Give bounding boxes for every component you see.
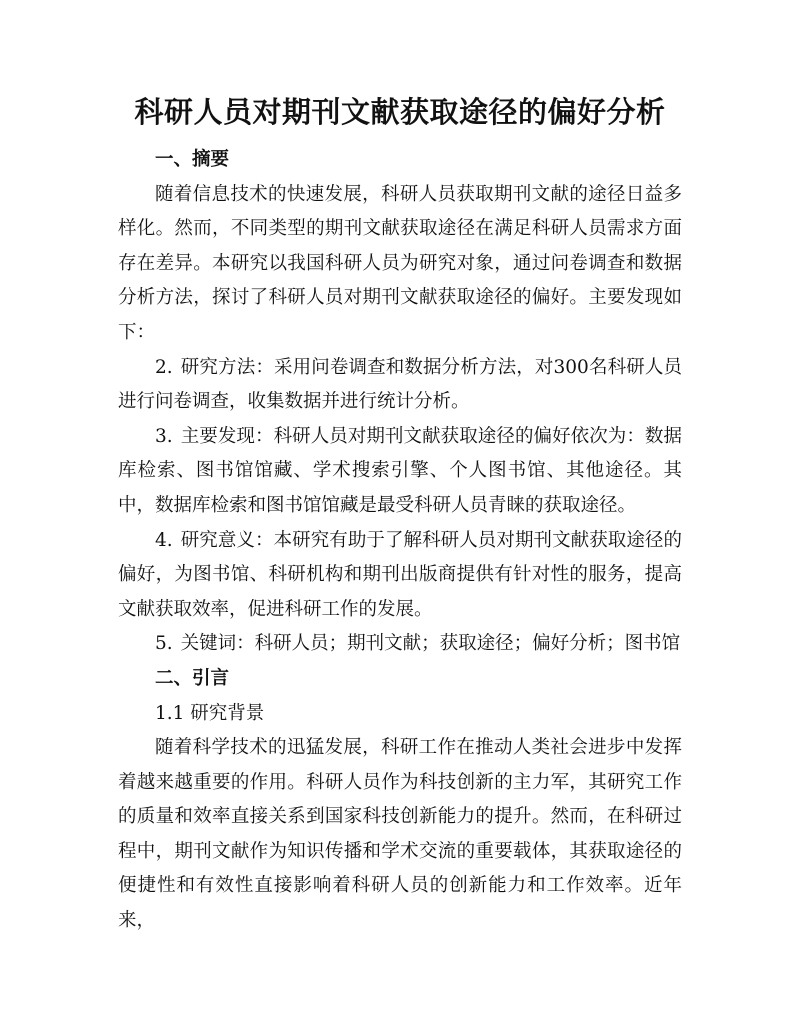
subsection-heading: 1.1 研究背景 [155,702,265,724]
document-title: 科研人员对期刊文献获取途径的偏好分析 [134,95,666,129]
list-item-number: 3. [155,425,173,447]
list-item-number: 2. [155,356,173,378]
list-item [118,627,682,662]
background-paragraph: 随着科学技术的迅猛发展，科研工作在推动人类社会进步中发挥着越来越重要的作用。科研人员作为科技创新的主力军，其研究工作的质量和效率直接关系到国家科技创新能力的提升。然而，在科研过程中，期刊文献作为知识传播和学术交流的重要载体，其获取途径的便捷性和有效性直接影响着科研人员的创新能力和工作效率。近年来， [118,737,682,932]
list-item-number: 4. [155,529,173,551]
abstract-paragraph: 随着信息技术的快速发展，科研人员获取期刊文献的途径日益多样化。然而，不同类型的期刊文献获取途径在满足科研人员需求方面存在差异。本研究以我国科研人员为研究对象，通过问卷调查和数据分析方法，探讨了科研人员对期刊文献获取途径的偏好。主要发现如下： [118,183,682,343]
list-item [118,420,682,524]
list-item [118,524,682,628]
document-body [118,143,682,939]
list-item-text: 研究方法：采用问卷调查和数据分析方法，对300名科研人员进行问卷调查，收集数据并进行统计分析。 [118,356,682,413]
list-item-text: 关键词：科研人员；期刊文献；获取途径；偏好分析；图书馆 [180,633,681,655]
list-item-number: 5. [155,633,173,655]
abstract-heading: 一、摘要 [155,149,230,170]
intro-heading: 二、引言 [155,667,230,689]
list-item [118,351,682,420]
list-item-text: 研究意义：本研究有助于了解科研人员对期刊文献获取途径的偏好，为图书馆、科研机构和期刊出版商提供有针对性的服务，提高文献获取效率，促进科研工作的发展。 [118,529,682,620]
list-item-text: 主要发现：科研人员对期刊文献获取途径的偏好依次为：数据库检索、图书馆馆藏、学术搜索引擎、个人图书馆、其他途径。其中，数据库检索和图书馆馆藏是最受科研人员青睐的获取途径。 [118,425,682,516]
